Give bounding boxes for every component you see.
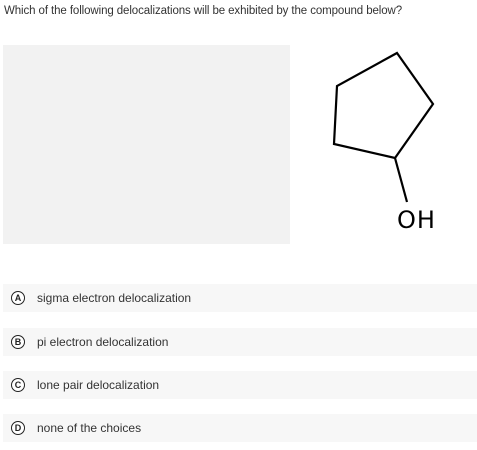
choice-d[interactable]: [3, 414, 477, 442]
choice-letter-badge: C: [11, 378, 25, 392]
choice-c[interactable]: [3, 371, 477, 399]
choice-a[interactable]: [3, 284, 477, 312]
choice-label: lone pair delocalization: [37, 378, 160, 392]
figure-placeholder: [3, 45, 290, 244]
choice-label: sigma electron delocalization: [37, 291, 192, 305]
choice-letter-badge: A: [11, 291, 25, 305]
hydroxyl-label: OH: [397, 206, 436, 234]
cyclopentane-ring: [334, 53, 433, 158]
choice-label: none of the choices: [37, 421, 142, 435]
choice-label: pi electron delocalization: [37, 335, 169, 349]
cyclopentanol-structure: [300, 40, 477, 250]
c-o-bond: [395, 158, 407, 202]
choice-b[interactable]: [3, 328, 477, 356]
choice-letter-badge: B: [11, 335, 25, 349]
question-text: Which of the following delocalizations will be exhibited by the compound below?: [4, 5, 403, 17]
choice-letter-badge: D: [11, 421, 25, 435]
